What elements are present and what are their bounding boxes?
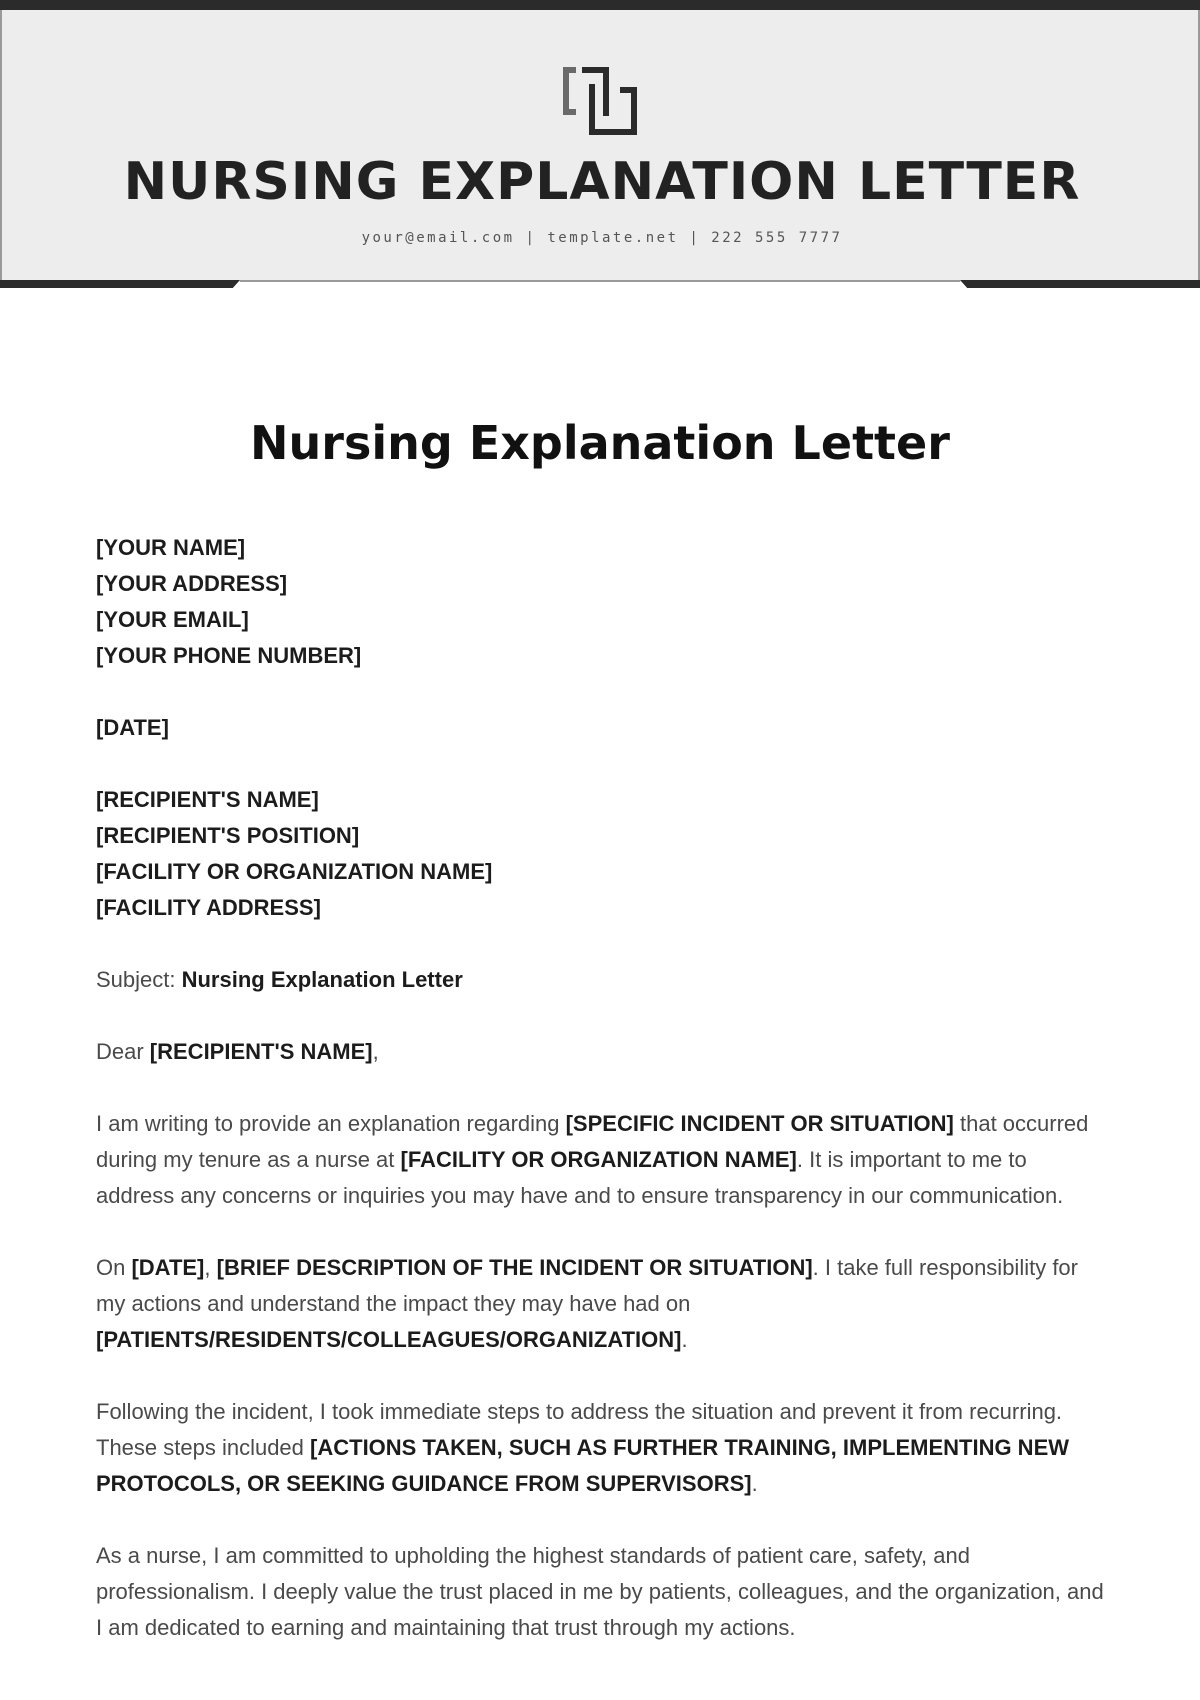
paragraph-2: [96, 1250, 1106, 1358]
sender-address: [YOUR ADDRESS]: [96, 571, 288, 596]
subject-value: Nursing Explanation Letter: [181, 967, 463, 992]
document-title: Nursing Explanation Letter: [250, 416, 950, 470]
greeting-label: Dear: [96, 1039, 150, 1064]
sender-block: [96, 530, 1106, 674]
p3-text-2: .: [751, 1471, 758, 1496]
p3-text-1: Following the incident, I took immediate steps to address the situation and prevent it from recurring. These steps included: [96, 1399, 1063, 1460]
recipient-name: [RECIPIENT'S NAME]: [96, 787, 319, 812]
recipient-position: [RECIPIENT'S POSITION]: [96, 823, 360, 848]
greeting-end: ,: [372, 1039, 379, 1064]
letter-date: [DATE]: [96, 715, 169, 740]
facility-name: [FACILITY OR ORGANIZATION NAME]: [96, 859, 493, 884]
p2-text-3: . I take full responsibility for my actions and understand the impact they may have had on: [96, 1255, 1078, 1316]
sender-phone: [YOUR PHONE NUMBER]: [96, 643, 362, 668]
paragraph-4: As a nurse, I am committed to upholding the highest standards of patient care, safety, and professionalism. I deeply value the trust placed in me by patients, colleagues, and the organization, and I am dedicated to earning and maintaining that trust through my actions.: [96, 1543, 1104, 1640]
p2-placeholder-2: [BRIEF DESCRIPTION OF THE INCIDENT OR SITUATION]: [216, 1255, 813, 1280]
paragraph-1: [96, 1106, 1106, 1214]
contact-info: your@email.com | template.net | 222 555 7777: [361, 230, 843, 246]
recipient-block: [96, 782, 1106, 926]
bracket-square-logo-icon: [562, 66, 638, 138]
subject-label: Subject:: [96, 967, 182, 992]
border-middle-segment: [240, 280, 960, 282]
p3-placeholder-1: [ACTIONS TAKEN, SUCH AS FURTHER TRAINING, IMPLEMENTING NEW PROTOCOLS, OR SEEKING GUIDANCE FROM SUPERVISORS]: [96, 1435, 1070, 1496]
paragraph-3: [96, 1394, 1106, 1502]
p1-text-3: . It is important to me to address any concerns or inquiries you may have and to ensure transparency in our communication.: [96, 1147, 1064, 1208]
p2-text-1: On: [96, 1255, 132, 1280]
facility-address: [FACILITY ADDRESS]: [96, 895, 321, 920]
subject-line: [96, 962, 1106, 998]
greeting-name: [RECIPIENT'S NAME]: [149, 1039, 373, 1064]
p1-placeholder-1: [SPECIFIC INCIDENT OR SITUATION]: [565, 1111, 954, 1136]
brand-title: NURSING EXPLANATION LETTER: [123, 152, 1081, 212]
p2-text-2: ,: [204, 1255, 217, 1280]
p2-placeholder-1: [DATE]: [131, 1255, 205, 1280]
border-left-segment: [0, 280, 240, 288]
sender-email: [YOUR EMAIL]: [96, 607, 249, 632]
p2-text-4: .: [681, 1327, 688, 1352]
top-border-bar: [0, 0, 1200, 10]
sender-name: [YOUR NAME]: [96, 535, 246, 560]
letterhead: [0, 10, 1200, 282]
greeting-line: [96, 1034, 1106, 1070]
p2-placeholder-3: [PATIENTS/RESIDENTS/COLLEAGUES/ORGANIZATION]: [96, 1327, 682, 1352]
letter-body: [96, 530, 1106, 1682]
date-block: [96, 710, 1106, 746]
p1-placeholder-2: [FACILITY OR ORGANIZATION NAME]: [400, 1147, 797, 1172]
letterhead-bottom-border: [0, 280, 1200, 290]
border-right-segment: [960, 280, 1200, 288]
p1-text-1: I am writing to provide an explanation regarding: [96, 1111, 566, 1136]
p1-text-2: that occurred during my tenure as a nurse at: [96, 1111, 1089, 1172]
